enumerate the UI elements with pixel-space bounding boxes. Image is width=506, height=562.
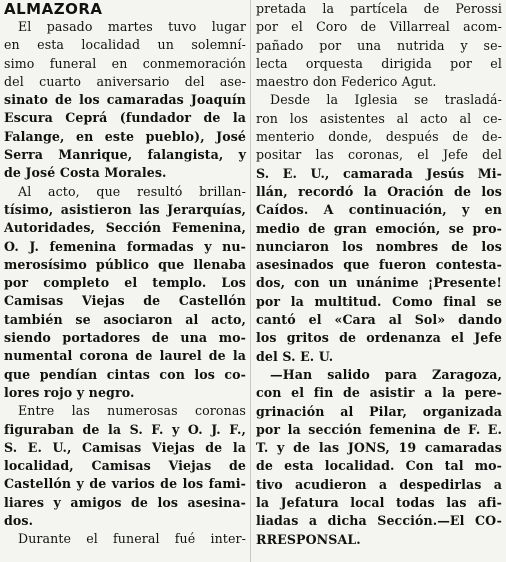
text-line: tivo acudieron a despedirlas a: [256, 476, 502, 492]
text-line: figuraban de la S. F. y O. J. F.,: [4, 421, 246, 437]
text-line: la Jefatura local todas las afi-: [256, 495, 502, 511]
text-line: maestro don Federico Agut.: [256, 74, 437, 90]
text-line: nunciaron los nombres de los: [256, 238, 502, 254]
text-line: medio de gran emoción, se pro-: [256, 220, 502, 236]
text-line: positar las coronas, el Jefe del: [256, 147, 502, 163]
text-line: T. y de las JONS, 19 camaradas: [256, 440, 502, 456]
text-line: tísimo, asistieron las Jerarquías,: [4, 201, 246, 217]
text-line: O. J. femenina formadas y nu-: [4, 238, 246, 254]
text-line: por el Coro de Villarreal acom-: [256, 19, 502, 35]
text-line: dos.: [4, 513, 34, 529]
text-line: Autoridades, Sección Femenina,: [4, 220, 246, 236]
text-line: lecta orquesta dirigida por el: [256, 55, 502, 71]
text-line: localidad, Camisas Viejas de: [4, 458, 246, 474]
text-line: del cuarto aniversario del ase-: [4, 73, 246, 89]
text-line: —Han salido para Zaragoza,: [270, 366, 502, 382]
text-line: liares y amigos de los asesina-: [4, 494, 246, 510]
text-line: también se asociaron al acto,: [4, 311, 246, 327]
text-line: Caídos. A continuación, y en: [256, 202, 502, 218]
text-line: de esta localidad. Con tal mo-: [256, 458, 502, 474]
text-line: ron los asistentes al acto al ce-: [256, 110, 502, 126]
column-divider: [250, 0, 251, 562]
text-line: Escura Ceprá (fundador de la: [4, 110, 246, 126]
text-line: siendo portadores de una mo-: [4, 330, 246, 346]
text-line: por la sección femenina de F. E.: [256, 421, 502, 437]
text-line: Castellón y de varios de los fami-: [4, 476, 246, 492]
text-line: cantó el «Cara al Sol» dando: [256, 312, 502, 328]
text-line: los gritos de ordenanza el Jefe: [256, 330, 502, 346]
text-line: Durante el funeral fué inter-: [18, 531, 246, 547]
text-line: merosísimo público que llenaba: [4, 256, 246, 272]
text-line: pretada la partícela de Perossi: [256, 1, 502, 16]
text-line: Falange, en este pueblo), José: [4, 128, 246, 144]
headline: ALMAZORA: [4, 0, 103, 18]
text-line: con el fin de asistir a la pere-: [256, 385, 502, 401]
text-line: de José Costa Morales.: [4, 165, 167, 181]
text-line: llán, recordó la Oración de los: [256, 183, 502, 199]
text-line: S. E. U., Camisas Viejas de la: [4, 439, 246, 455]
text-line: liadas a dicha Sección.—El CO-: [256, 513, 502, 529]
text-line: Desde la Iglesia se trasladá-: [270, 92, 502, 108]
text-line: sinato de los camaradas Joaquín: [4, 92, 246, 108]
text-line: El pasado martes tuvo lugar: [18, 19, 246, 34]
text-line: grinación al Pilar, organizada: [256, 403, 502, 419]
text-line: Camisas Viejas de Castellón: [4, 293, 246, 309]
left-column: [4, 0, 246, 549]
text-line: Entre las numerosas coronas: [18, 403, 246, 419]
text-line: que pendían cintas con los co-: [4, 366, 246, 382]
text-line: S. E. U., camarada Jesús Mi-: [256, 165, 502, 181]
text-line: Serra Manrique, falangista, y: [4, 147, 246, 163]
text-line: en esta localidad un solemní-: [4, 37, 246, 53]
text-line: menterio donde, después de de-: [256, 129, 502, 145]
text-line: por completo el templo. Los: [4, 275, 246, 291]
text-line: asesinados que fueron contesta-: [256, 257, 502, 273]
text-line: por la multitud. Como final se: [256, 293, 502, 309]
text-line: del S. E. U.: [256, 348, 334, 364]
text-line: numental corona de laurel de la: [4, 348, 246, 364]
right-column: [256, 0, 502, 549]
text-line: lores rojo y negro.: [4, 384, 135, 400]
text-line: dos, con un unánime ¡Presente!: [256, 275, 502, 291]
text-line: pañado por una nutrida y se-: [256, 37, 502, 53]
text-line: simo funeral en conmemoración: [4, 55, 246, 71]
text-line: RRESPONSAL.: [256, 531, 361, 547]
text-line: Al acto, que resultó brillan-: [18, 183, 246, 199]
